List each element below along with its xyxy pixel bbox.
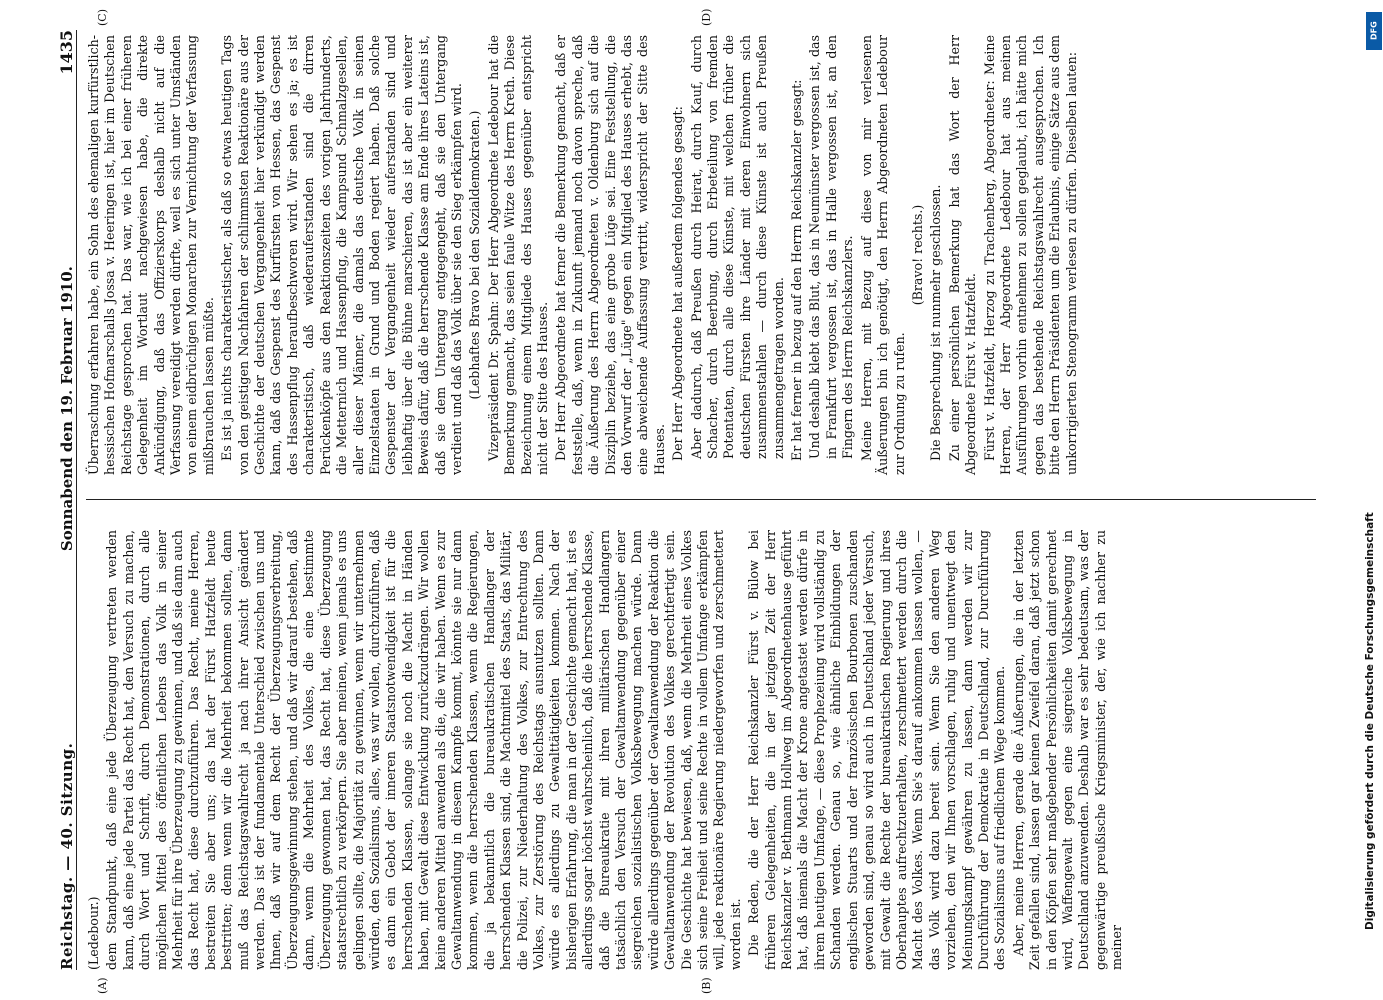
interjection: (Lebhaftes Bravo bei den Sozialdemokraten.) <box>467 110 483 400</box>
dfg-logo: DFG <box>1366 12 1382 50</box>
paragraph: Der Herr Abgeordnete hat ferner die Bemerkung gemacht, daß er feststelle, daß, wenn in Zukunft jemand noch davon spreche, daß die Äußerung des Herrn Abgeordneten v. Oldenburg sich auf die Disziplin beziehe, das eine grobe Lüge sei. Eine Feststellung, die den Vorwurf der „Lüge" gegen ein Mitglied des Hauses erhebt, das eine abweichende Auffassung vertritt, widerspricht der Sitte des Hauses. <box>553 35 667 475</box>
right-column <box>86 35 1082 475</box>
paragraph: Vizepräsident Dr. Spahn: Der Herr Abgeordnete Ledebour hat die Bemerkung gemacht, das seien faule Witze des Herrn Kreth. Diese Bezeichnung einem Mitgliede des Hauses gegenüber entspricht nicht der Sitte des Hauses. <box>485 35 550 475</box>
margin-marker-a: (A) <box>96 977 109 994</box>
page-number: 1435 <box>57 30 76 75</box>
paragraph: Die Besprechung ist nunmehr geschlossen. <box>928 184 944 461</box>
session-date: Sonnabend den 19. Februar 1910. <box>58 266 76 552</box>
digitization-credit: Digitalisierung gefördert durch die Deutsche Forschungsgemeinschaft <box>1364 512 1376 930</box>
quotation: Aber dadurch, daß Preußen durch Heirat, durch Kauf, durch Schacher, durch Beerbung, durch Erbeteilung von fremden Potentaten, durch alle diese Künste, mit welchen früher die deutschen Fürsten ihre Länder mit deren Einwohnern sich zusammenstahlen — durch diese Künste ist auch Preußen zusammengetragen worden. <box>688 35 786 459</box>
interjection: (Bravo! rechts.) <box>909 204 925 306</box>
paragraph: Es ist ja nichts charakteristischer, als daß so etwas heutigen Tags von den geistigen Nachfahren der schlimmsten Reaktionäre aus der Geschichte der deutschen Vergangenheit hier verkündigt werden kann, daß das Gespenst des Kurfürsten von Hessen, das Gespenst des Hassenpflug heraufbeschworen wird. Wir sehen es ja; es ist charakteristisch, daß wiederauferstanden sind die dirren Perückenköpfe aus den Reaktionszeiten des vorigen Jahrhunderts, die Metternich und Hassenpflug, die Kampsund Schmalzgesellen, aller dieser Männer, die damals das deutsche Volk in seinen Einzelstaaten in Grund und Boden regiert haben. Daß solche Gespenster der Vergangenheit wieder auferstanden sind und leibhaftig über die Bühne marschieren, das ist aber ein weiterer Beweis dafür, daß die herrschende Klasse am Ende ihres Lateins ist, daß sie dem Untergang entgegengeht, daß sie den Untergang verdient und daß das Volk über sie den Sieg erkämpfen wird. <box>219 35 464 475</box>
column-divider <box>86 499 1316 500</box>
paragraph: Fürst v. Hatzfeldt, Herzog zu Trachenberg, Abgeordneter: Meine Herren, der Herr Abgeordnete Ledebour hat aus meinen Ausführungen vorhin entnehmen zu sollen geglaubt, ich hätte mich gegen das bestehende Reichstagswahlrecht ausgesprochen. Ich bitte den Herrn Präsidenten um die Erlaubnis, einige Sätze aus dem unkorrigierten Stenogramm verlesen zu dürfen. Dieselben lauten: <box>981 35 1079 475</box>
margin-marker-b: (B) <box>700 977 713 994</box>
paragraph: Meine Herren, mit Bezug auf diese von mir verlesenen Äußerungen bin ich genötigt, den Herrn Abgeordneten Ledebour zur Ordnung zu rufen. <box>858 35 907 475</box>
paragraph: Er hat ferner in bezug auf den Herrn Reichskanzler gesagt: <box>789 79 805 461</box>
paragraph: Überraschung erfahren habe, ein Sohn des ehemaligen kurfürstlich-hessischen Hofmarschalls Jossa v. Heeringen ist, hier im Deutschen Reichstage gesprochen hat. Das war, wie ich bei einer früheren Gelegenheit im Wortlaut nachgewiesen habe, die direkte Ankündigung, daß das Offizierskorps deshalb nicht auf die Verfassung vereidigt werden dürfte, weil es sich unter Umständen von einem eidbrüchigen Monarchen zur Vernichtung der Verfassung mißbrauchen lassen müßte. <box>86 35 216 475</box>
paragraph: dem Standpunkt, daß eine jede Überzeugung vertreten werden kann, daß eine jede Partei das Recht hat, den Versuch zu machen, durch Wort und Schrift, durch Demonstrationen, durch alle möglichen Mittel des öffentlichen Lebens das Volk in seiner Mehrheit für ihre Überzeugung zu gewinnen, und daß sie dann auch das Recht hat, diese durchzuführen. Das Recht, meine Herren, bestreiten Sie aber uns; das hat der Fürst Hatzfeldt heute bestritten; denn wenn wir die Mehrheit bekommen sollten, dann muß das Reichstagswahlrecht ja nach ihrer Ansicht geändert werden. Das ist der fundamentale Unterschied zwischen uns und Ihnen, daß wir auf dem Recht der Überzeugungsverbreitung, Überzeugungsgewinnung stehen, und daß wir darauf bestehen, daß dann, wenn die Mehrheit des Volkes, die eine bestimmte Überzeugung gewonnen hat, das Recht hat, diese Überzeugung staatsrechtlich zu verkörpern. Sie aber meinen, wenn jemals es uns gelingen sollte, die Majorität zu gewinnen, wenn wir unternehmen würden, den Sozialismus, alles, was wir wollen, durchzuführen, daß es dann ein Gebot der inneren Staatsnotwendigkeit ist für die herrschenden Klassen, solange sie noch die Macht in Händen haben, mit Gewalt diese Entwicklung zurückzudrängen. Wir wollen keine anderen Mittel anwenden als die, die wir haben. Wenn es zur Gewaltanwendung in diesem Kampfe kommt, könnte sie nur dann kommen, wenn die herrschenden Klassen, wenn die Regierungen, die ja bekanntlich die bureaukratischen Handlanger der herrschenden Klassen sind, die Machtmittel des Staats, das Militär, die Polizei, zur Niederhaltung des Volkes, zur Entrechtung des Volkes, zur Zerstörung des Reichstags ausnutzen sollten. Dann würde es allerdings zu Gewalttätigkeiten kommen. Nach der bisherigen Erfahrung, die man in der Geschichte gemacht hat, ist es allerdings sogar höchst wahrscheinlich, daß die herrschende Klasse, daß die Bureaukratie mit ihren militärischen Handlangern tatsächlich den Versuch der Gewaltanwendung gegenüber einer siegreichen sozialistischen Volksbewegung machen würde. Dann würde allerdings gegenüber der Gewaltanwendung der Reaktion die Gewaltanwendung der Revolution des Volkes gerechtfertigt sein. Die Geschichte hat bewiesen, daß, wenn die Mehrheit eines Volkes sich seine Freiheit und seine Rechte in vollem Umfange erkämpfen will, jede reaktionäre Regierung niedergeworfen und zerschmettert worden ist. <box>104 530 743 970</box>
running-title: Reichstag. — 40. Sitzung. <box>58 742 76 970</box>
quotation: Und deshalb klebt das Blut, das in Neumünster vergossen ist, das in Frankfurt vergossen ist, das in Halle vergossen ist, an den Fingern des Herrn Reichskanzlers. <box>807 35 856 459</box>
paragraph: Aber, meine Herren, gerade die Äußerungen, die in der letzten Zeit gefallen sind, lassen gar keinen Zweifel daran, daß jetzt schon in den Köpfen sehr maßgebender Persönlichkeiten damit gerechnet wird, Waffengewalt gegen eine siegreiche Volksbewegung in Deutschland anzuwenden. Deshalb war es sehr bedeutsam, was der gegenwärtige preußische Kriegsminister, der, wie ich nachher zu meiner <box>1010 530 1125 970</box>
speaker-label: (Ledebour.) <box>86 896 101 970</box>
paragraph: Zu einer persönlichen Bemerkung hat das Wort der Herr Abgeordnete Fürst v. Hatzfeldt. <box>946 35 979 475</box>
left-column <box>86 530 1128 970</box>
margin-marker-d: (D) <box>700 8 713 26</box>
page-header <box>40 30 77 970</box>
paragraph: Der Herr Abgeordnete hat außerdem folgendes gesagt: <box>670 106 686 461</box>
paragraph: Die Reden, die der Herr Reichskanzler Fürst v. Bülow bei früheren Gelegenheiten, die in der jetzigen Zeit der Herr Reichskanzler v. Bethmann Hollweg im Abgeordnetenhause geführt hat, daß niemals die Macht der Krone angetastet werden dürfe in ihrem heutigen Umfange, — diese Prophezeiung wird vollständig zu Schanden werden. Genau so, wie ähnliche Einbildungen der englischen Stuarts und der französischen Bourbonen zuschanden geworden sind, genau so wird auch in Deutschland jeder Versuch, mit Gewalt die Rechte der bureaukratischen Regierung und ihres Oberhauptes aufrechtzuerhalten, zerschmettert werden durch die Macht des Volkes. Wenn Sie's darauf ankommen lassen wollen, — das Volk wird dazu bereit sein. Wenn Sie den anderen Weg vorziehen, den wir Ihnen vorschlagen, ruhig und unentwegt den Meinungskampf gewähren zu lassen, dann werden wir zur Durchführung der Demokratie in Deutschland, zur Durchführung des Sozialismus auf friedlichem Wege kommen. <box>746 530 1008 970</box>
margin-marker-c: (C) <box>96 9 109 26</box>
